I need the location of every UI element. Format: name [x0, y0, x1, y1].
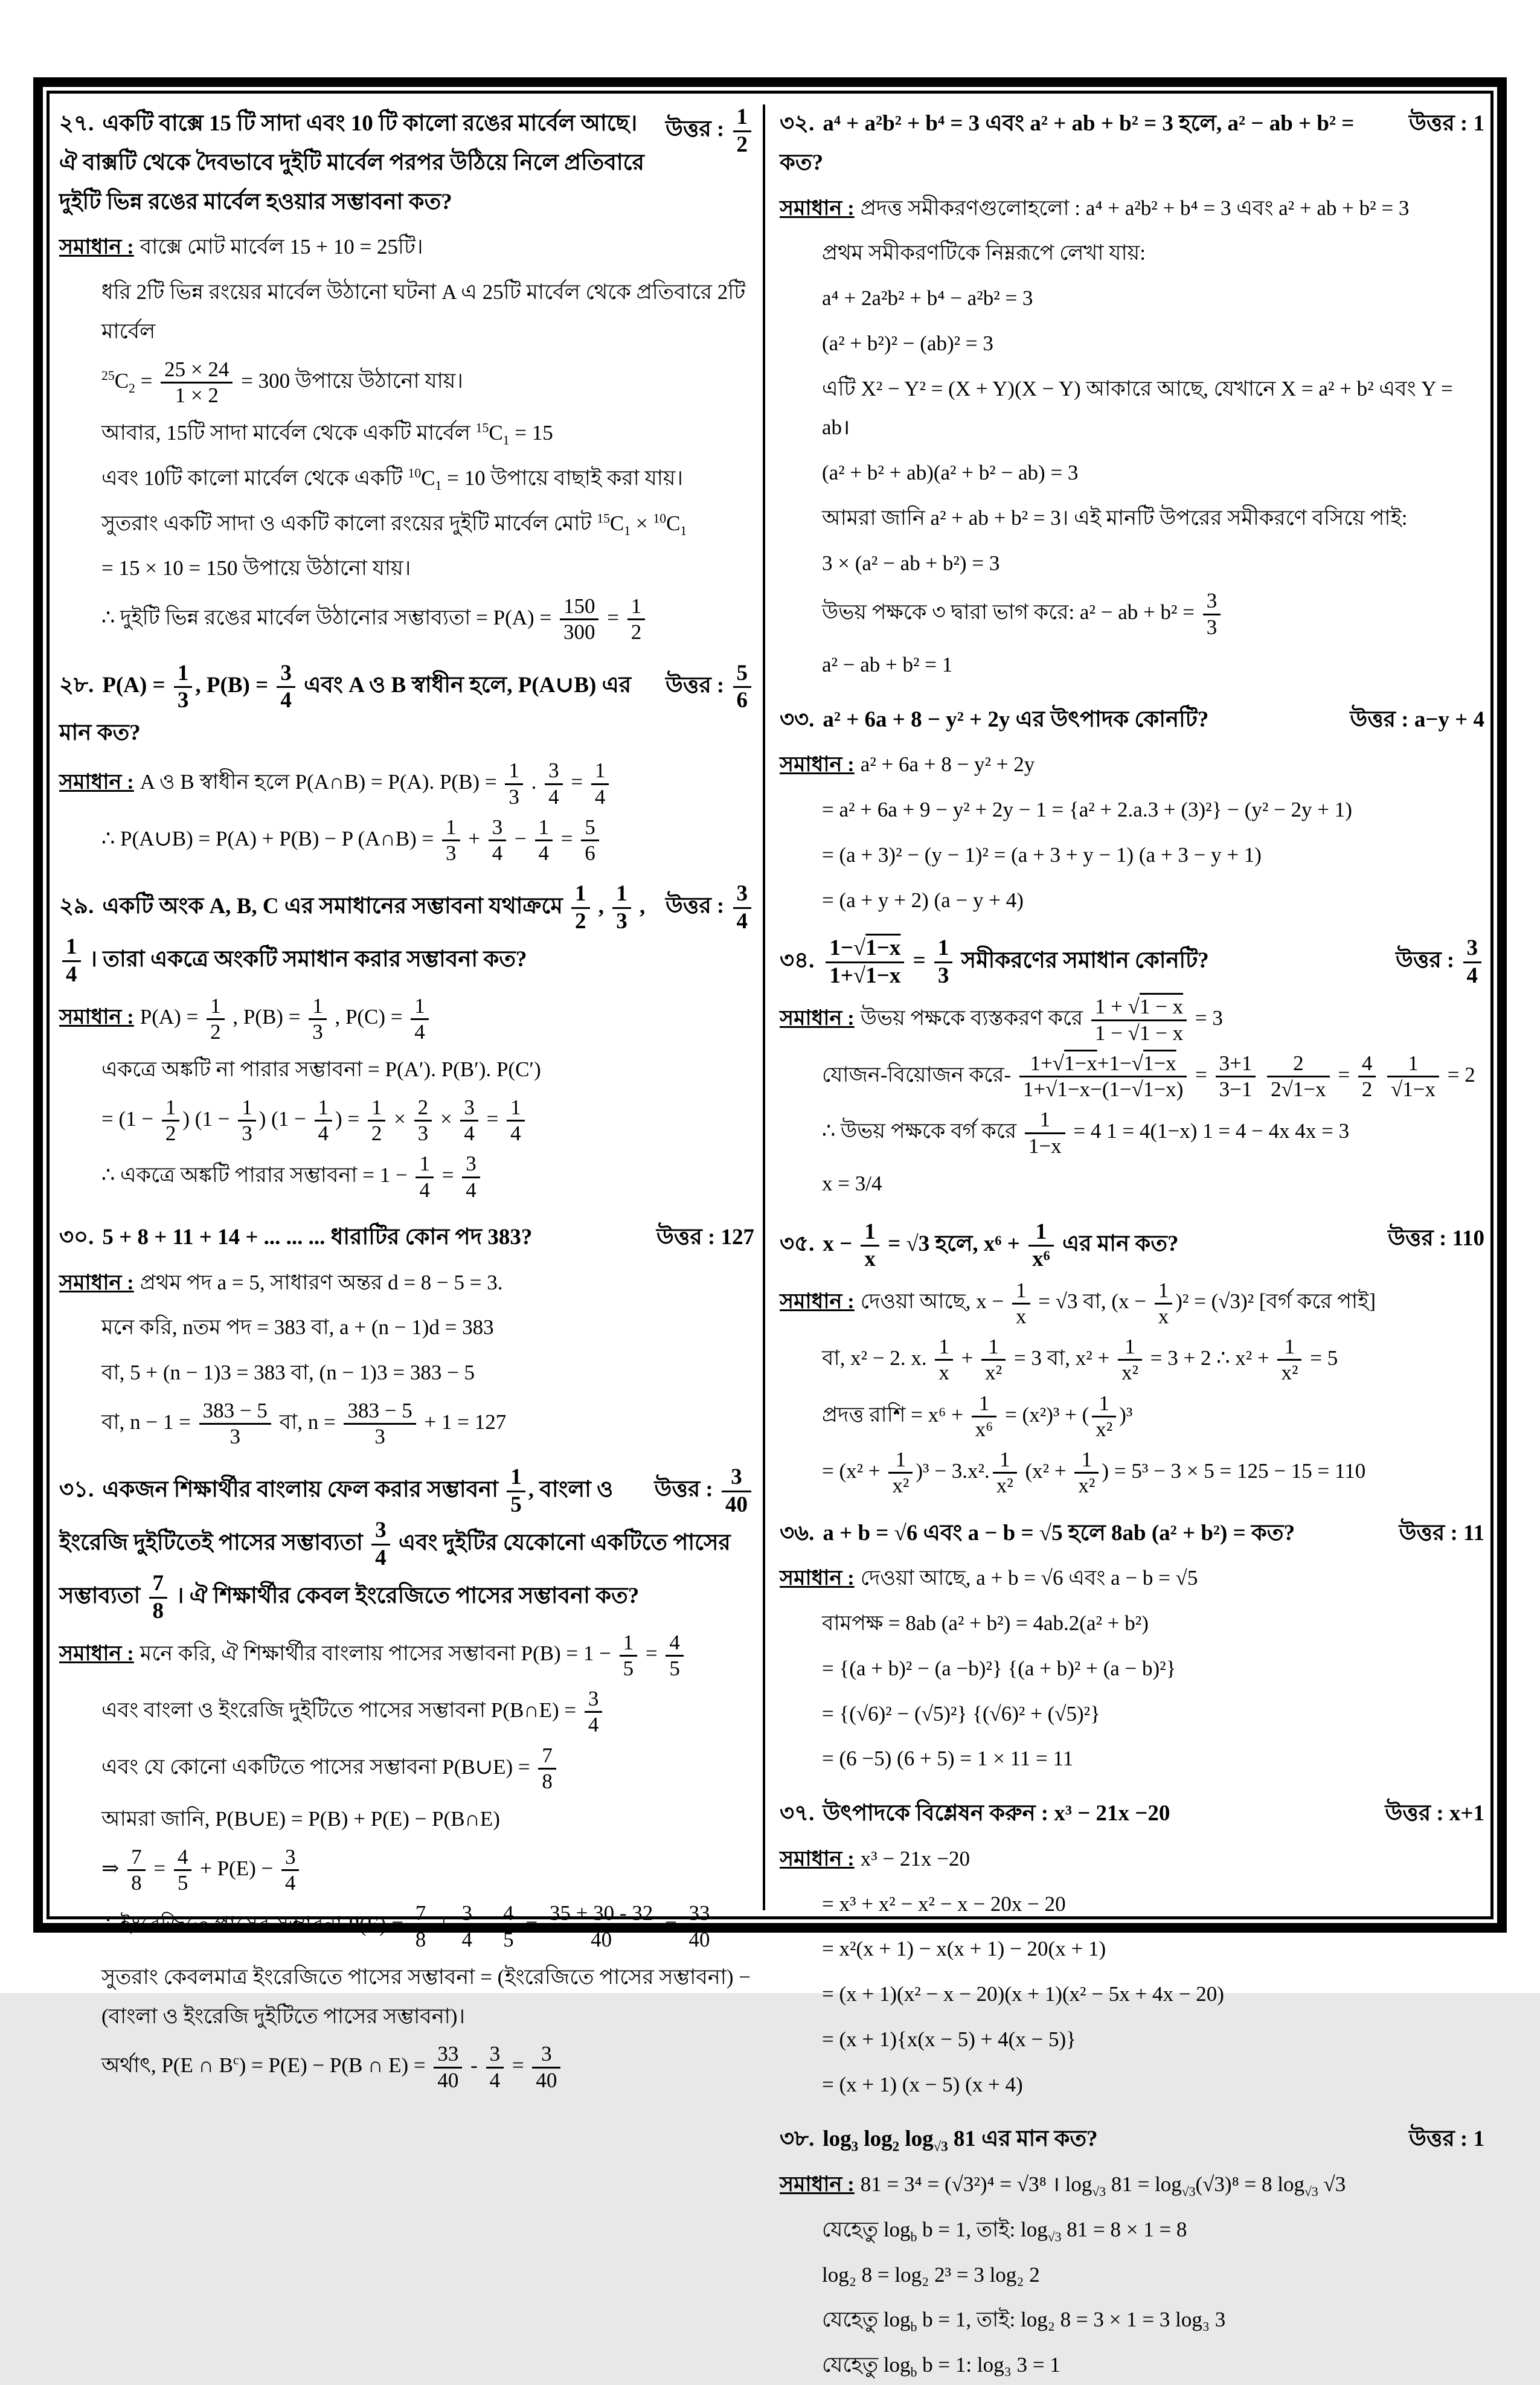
- solution-line: = (a + 3)² − (y − 1)² = (a + 3 + y − 1) (a + 3 − y + 1): [822, 843, 1262, 867]
- solution-line: = a² + 6a + 9 − y² + 2y − 1 = {a² + 2.a.3 + (3)²} − (y² − 2y + 1): [822, 798, 1352, 821]
- question-text: a² + 6a + 8 − y² + 2y এর উৎপাদক কোনটি?: [823, 707, 1209, 732]
- solution-line: = 15 × 10 = 150 উপায়ে উঠানো যায়।: [101, 556, 411, 580]
- solution-line: $^{25}C_2$ = $\frac{25 \times 24}{1 \times 2}$ = 300 উপায়ে উঠানো যায়।: [101, 357, 463, 407]
- problem-৩১: [59, 1465, 754, 2093]
- solution-first-row: [59, 759, 754, 809]
- solution-line: বামপক্ষ = 8ab (a² + b²) = 4ab.2(a² + b²): [822, 1611, 1149, 1635]
- solution-first-row: [59, 994, 754, 1045]
- solution-line: প্রথম সমীকরণটিকে নিম্নরূপে লেখা যায়:: [822, 241, 1146, 265]
- answer-text: উত্তর : $\frac{1}{2}$: [666, 104, 754, 158]
- question-row: [780, 1794, 1484, 1834]
- question-text: একটি বাক্সে 15 টি সাদা এবং 10 টি কালো রঙের মার্বেল আছে। ঐ বাক্সটি থেকে দৈবভাবে দুইটি মার্বেল পরপর উঠিয়ে নিলে প্রতিবারে দুইটি ভিন্ন রঙের মার্বেল হওয়ার সম্ভাবনা কত?: [59, 111, 644, 214]
- solution-line: = (1 − $\frac{1}{2}$ ) (1 − $\frac{1}{3}$ ) (1 − $\frac{1}{4}$ ) = $\frac{1}{2}$ × $\frac{2}{3}$ × $\frac{3}{4}$ = $\frac{1}{4}$: [101, 1096, 754, 1146]
- solution-line: a⁴ + 2a²b² + b⁴ − a²b² = 3: [822, 286, 1033, 310]
- question-text: a⁴ + a²b² + b⁴ = 3 এবং a² + ab + b² = 3 হলে, a² − ab + b² = কত?: [780, 111, 1355, 175]
- right-column: [763, 104, 1484, 2380]
- solution-line: উভয় পক্ষকে ব্যস্তকরণ করে $\frac{1 + √1 - x}{1 - √1 - x}$ = 3: [860, 995, 1223, 1045]
- solution-line: প্রদত্ত সমীকরণগুলোহলো : a⁴ + a²b² + b⁴ = 3 এবং a² + ab + b² = 3: [860, 196, 1410, 220]
- solution-label: সমাধান :: [59, 1270, 134, 1294]
- solution-line: = {(a + b)² − (a −b)²} {(a + b)² + (a − b)²}: [822, 1656, 1176, 1680]
- problem-number: ২৭.: [59, 111, 94, 136]
- solution-line: বা, 5 + (n − 1)3 = 383 বা, (n − 1)3 = 383 − 5: [101, 1361, 475, 1385]
- solution-line: log₂ 8 = log₂ 2³ = 3 log₂ 2: [822, 2262, 1040, 2287]
- question-row: [780, 1219, 1484, 1273]
- question-row: [59, 104, 754, 222]
- solution-first-row: [59, 228, 754, 267]
- solution-label: সমাধান :: [780, 196, 855, 220]
- problem-২৮: [59, 661, 754, 866]
- solution-line: a² − ab + b² = 1: [822, 652, 953, 676]
- solution-line: P(A) = $\frac{1}{2}$ , P(B) = $\frac{1}{3}$ , P(C) = $\frac{1}{4}$: [140, 1005, 432, 1029]
- solution-line: = (x² + $\frac{1}{\text{x²}}$ )³ − 3.x². $\frac{1}{\text{x²}}$ (x² + $\frac{1}{\text{x²}}$ ) = 5³ − 3 × 5 = 125 − 15 = 110: [822, 1448, 1366, 1498]
- solution-line: বা, n − 1 = $\frac{383 - 5}{3}$ বা, n = $\frac{383 - 5}{3}$ + 1 = 127: [101, 1398, 507, 1449]
- answer-text: উত্তর : 1: [1409, 111, 1484, 136]
- question-text: a + b = √6 এবং a − b = √5 হলে 8ab (a² + b²) = কত?: [823, 1520, 1295, 1546]
- question-text: একটি অংক A, B, C এর সমাধানের সম্ভাবনা যথাক্রমে $\frac{1}{2}$ , $\frac{1}{3}$ , $\frac{1}{4}$ । তারা একত্রে অংকটি সমাধান করার সম্ভাবনা কত?: [59, 894, 645, 972]
- solution-line: উভয় পক্ষকে ৩ দ্বারা ভাগ করে: a² − ab + b² = $\frac{3}{3}$: [822, 589, 1484, 640]
- question-row: [780, 104, 1484, 183]
- solution-line: মনে করি, ঐ শিক্ষার্থীর বাংলায় পাসের সম্ভাবনা P(B) = 1 − $\frac{1}{5}$ = $\frac{4}{5}$: [140, 1642, 687, 1665]
- solution-label: সমাধান :: [59, 1642, 134, 1666]
- question-row: [780, 701, 1484, 740]
- solution-line: যোজন-বিয়োজন করে- $\frac{1+√1-x+1-√1-x}{1+√1-x-(1-√1-x)}$ = $\frac{3+1}{3-1}$ $\frac{2}{2√1-x}$ = $\frac{4}{2}$ $\frac{1}{√1-x}$ = 2: [822, 1051, 1475, 1102]
- answer-text: উত্তর : $\frac{3}{40}$: [655, 1465, 754, 1518]
- question-text: P(A) = $\frac{1}{3}$ , P(B) = $\frac{3}{4}$ এবং A ও B স্বাধীন হলে, P(A∪B) এর মান কত?: [59, 660, 632, 745]
- problem-number: ৩৬.: [780, 1520, 815, 1546]
- page-border-inner: [47, 91, 1493, 2380]
- solution-label: সমাধান :: [780, 2172, 855, 2197]
- problem-number: ৩০.: [59, 1224, 94, 1250]
- solution-first-row: [780, 1840, 1484, 1879]
- solution-first-row: [780, 745, 1484, 785]
- solution-line: একত্রে অঙ্কটি না পারার সম্ভাবনা = P(A′). P(B′). P(C′): [101, 1058, 541, 1082]
- problem-number: ৩১.: [59, 1477, 94, 1502]
- solution-line: আমরা জানি a² + ab + b² = 3। এই মানটি উপরের সমীকরণে বসিয়ে পাই:: [822, 506, 1408, 530]
- question-text: $\frac{1-√1-x}{1+√1-x}$ = $\frac{1}{3}$ সমীকরণের সমাধান কোনটি?: [823, 948, 1208, 973]
- solution-line: 3 × (a² − ab + b²) = 3: [822, 551, 1000, 575]
- solution-line: দেওয়া আছে, x − $\frac{1}{x}$ = √3 বা, (x − $\frac{1}{x}$ )² = (√3)² [বর্গ করে পাই]: [860, 1278, 1376, 1328]
- problem-২৯: [59, 881, 754, 1202]
- answer-text: উত্তর : x+1: [1385, 1801, 1484, 1826]
- question-row: [780, 936, 1484, 989]
- solution-first-row: [780, 189, 1484, 228]
- solution-line: সুতরাং কেবলমাত্র ইংরেজিতে পাসের সম্ভাবনা = (ইংরেজিতে পাসের সম্ভাবনা) − (বাংলা ও ইংরেজি দুইটিতে পাসের সম্ভাবনা)।: [101, 1965, 751, 2028]
- solution-line: এবং বাংলা ও ইংরেজি দুইটিতে পাসের সম্ভাবনা P(B∩E) = $\frac{3}{4}$: [101, 1687, 754, 1738]
- solution-line: বাক্সে মোট মার্বেল 15 + 10 = 25টি।: [140, 235, 423, 259]
- page-border-frame: [33, 77, 1507, 2380]
- solution-label: সমাধান :: [780, 1566, 855, 1590]
- solution-line: দেওয়া আছে, a + b = √6 এবং a − b = √5: [860, 1566, 1198, 1590]
- solution-line: যেহেতু $\log_b b = 1$: log₃ 3 = 1: [822, 2353, 1060, 2380]
- solution-line: 81 = 3⁴ = (√3²)⁴ = √3⁸ । $\log_{√3} 81 = \log_{√3}(√3)^8 = 8$ $\log_{√3} √3$: [860, 2172, 1346, 2200]
- solution-first-row: [780, 995, 1484, 1045]
- solution-line: = (6 −5) (6 + 5) = 1 × 11 = 11: [822, 1747, 1074, 1771]
- solution-line: (a² + b²)² − (ab)² = 3: [822, 331, 993, 355]
- solution-line: সুতরাং একটি সাদা ও একটি কালো রংয়ের দুইটি মার্বেল মোট $^{15}C_1 \times ^{10}C_1$: [101, 510, 687, 538]
- answer-text: উত্তর : $\frac{5}{6}$: [666, 661, 754, 714]
- solution-first-row: [780, 2165, 1484, 2204]
- question-row: [780, 2120, 1484, 2159]
- solution-label: সমাধান :: [780, 753, 855, 777]
- solution-line: = (x + 1){x(x − 5) + 4(x − 5)}: [822, 2027, 1076, 2051]
- problem-number: ৩২.: [780, 111, 815, 136]
- solution-line: a² + 6a + 8 − y² + 2y: [860, 753, 1035, 777]
- problem-number: ৩৫.: [780, 1231, 815, 1257]
- solution-first-row: [780, 1279, 1484, 1329]
- solution-line: ধরি 2টি ভিন্ন রংয়ের মার্বেল উঠানো ঘটনা A এ 25টি মার্বেল থেকে প্রতিবারে 2টি মার্বেল: [101, 280, 746, 343]
- solution-line: এবং যে কোনো একটিতে পাসের সম্ভাবনা P(B∪E) = $\frac{7}{8}$: [101, 1744, 754, 1794]
- solution-line: প্রদত্ত রাশি = x⁶ + $\frac{1}{\text{x⁶}}$ = (x²)³ + ( $\frac{1}{\text{x²}}$ )³: [822, 1391, 1133, 1441]
- problem-number: ৩৪.: [780, 948, 815, 973]
- solution-line: = (x + 1) (x − 5) (x + 4): [822, 2072, 1023, 2096]
- problem-number: ২৯.: [59, 893, 94, 919]
- solution-line: এটি X² − Y² = (X + Y)(X − Y) আকারে আছে, যেখানে X = a² + b² এবং Y = ab।: [822, 376, 1453, 440]
- solution-line: ∴ একত্রে অঙ্কটি পারার সম্ভাবনা = 1 − $\frac{1}{4}$ = $\frac{3}{4}$: [101, 1152, 754, 1202]
- problem-৩৭: [780, 1794, 1484, 2104]
- question-text: 5 + 8 + 11 + 14 + ... ... ... ধারাটির কোন পদ 383?: [102, 1224, 533, 1250]
- question-text: উৎপাদকে বিশ্লেষন করুন : x³ − 21x −20: [823, 1801, 1170, 1826]
- solution-label: সমাধান :: [59, 770, 134, 794]
- problem-৩০: [59, 1218, 754, 1449]
- question-text: একজন শিক্ষার্থীর বাংলায় ফেল করার সম্ভাবনা $\frac{1}{5}$ , বাংলা ও ইংরেজি দুইটিতেই পাসের সম্ভাব্যতা $\frac{3}{4}$ এবং দুইটির যেকোনো একটিতে পাসের সম্ভাব্যতা $\frac{7}{8}$ । ঐ শিক্ষার্থীর কেবল ইংরেজিতে পাসের সম্ভাবনা কত?: [59, 1465, 731, 1624]
- answer-text: উত্তর : 127: [656, 1224, 754, 1250]
- question-row: [59, 881, 754, 987]
- solution-line: = x²(x + 1) − x(x + 1) − 20(x + 1): [822, 1937, 1106, 1961]
- solution-line: = (a + y + 2) (a − y + 4): [822, 888, 1024, 912]
- answer-text: উত্তর : 1: [1409, 2127, 1484, 2152]
- solution-line: ∴ উভয় পক্ষকে বর্গ করে $\frac{1}{1-x}$ = 4 1 = 4(1−x) 1 = 4 − 4x 4x = 3: [822, 1108, 1350, 1158]
- problem-৩৮: [780, 2120, 1484, 2385]
- solution-line: মনে করি, nতম পদ = 383 বা, a + (n − 1)d = 383: [101, 1315, 494, 1340]
- solution-line: ⇒ $\frac{7}{8}$ = $\frac{4}{5}$ + P(E) − $\frac{3}{4}$: [101, 1845, 754, 1896]
- left-column: [59, 104, 763, 2092]
- solution-line: x³ − 21x −20: [860, 1846, 971, 1870]
- answer-text: উত্তর : 11: [1399, 1520, 1484, 1546]
- solution-label: সমাধান :: [780, 1006, 855, 1030]
- solution-line: প্রথম পদ a = 5, সাধারণ অন্তর d = 8 − 5 = 3.: [140, 1270, 503, 1294]
- solution-line: ∴ দুইটি ভিন্ন রঙের মার্বেল উঠানোর সম্ভাব্যতা = P(A) = $\frac{150}{300}$ = $\frac{1}{2}$: [101, 594, 754, 645]
- solution-line: (a² + b² + ab)(a² + b² − ab) = 3: [822, 461, 1079, 484]
- problem-৩২: [780, 104, 1484, 685]
- solution-line: A ও B স্বাধীন হলে P(A∩B) = P(A). P(B) = $\frac{1}{3}$ . $\frac{3}{4}$ = $\frac{1}{4}$: [140, 770, 612, 794]
- problem-number: ৩৩.: [780, 707, 815, 732]
- solution-line: বা, x² − 2. x. $\frac{1}{x}$ + $\frac{1}{\text{x²}}$ = 3 বা, x² + $\frac{1}{\text{x²}}$ = 3 + 2 ∴ x² + $\frac{1}{\text{x²}}$ = 5: [822, 1335, 1338, 1385]
- problem-৩৪: [780, 936, 1484, 1203]
- solution-first-row: [780, 1559, 1484, 1598]
- problem-number: ২৮.: [59, 673, 94, 698]
- problem-৩৬: [780, 1514, 1484, 1779]
- question-text: $\log_3 \log_2 \log_{√3} 81$ এর মান কত?: [823, 2127, 1098, 2154]
- question-text: x − $\frac{1}{x}$ = √3 হলে, x⁶ + $\frac{1}{\text{x⁶}}$ এর মান কত?: [823, 1219, 1179, 1272]
- solution-line: আবার, 15টি সাদা মার্বেল থেকে একটি মার্বেল $^{15}C_1 = 15$: [101, 420, 553, 448]
- solution-first-row: [59, 1263, 754, 1303]
- problem-number: ৩৭.: [780, 1801, 815, 1826]
- answer-text: উত্তর : $\frac{3}{4}$: [1396, 936, 1484, 989]
- answer-text: উত্তর : $\frac{3}{4}$: [666, 881, 754, 934]
- solution-line: যেহেতু $\log_b b = 1$, তাই: $\log_{√3} 81 = 8 \times 1 = 8$: [822, 2217, 1187, 2244]
- problem-৩৩: [780, 701, 1484, 920]
- solution-label: সমাধান :: [59, 235, 134, 259]
- solution-label: সমাধান :: [780, 1289, 855, 1314]
- question-row: [59, 1218, 754, 1257]
- solution-line: = (x + 1)(x² − x − 20)(x + 1)(x² − 5x + 4x − 20): [822, 1982, 1224, 2006]
- problem-৩৫: [780, 1219, 1484, 1498]
- question-row: [59, 661, 754, 753]
- solution-line: এবং 10টি কালো মার্বেল থেকে একটি $^{10}C_1 = 10$ উপায়ে বাছাই করা যায়।: [101, 466, 684, 493]
- solution-line: = x³ + x² − x² − x − 20x − 20: [822, 1892, 1066, 1916]
- problem-২৭: [59, 104, 754, 645]
- solution-line: আমরা জানি, P(B∪E) = P(B) + P(E) − P(B∩E): [101, 1807, 500, 1831]
- solution-line: যেহেতু $\log_b b = 1$, তাই: log₂ 8 = 3 × 1 = 3 log₃ 3: [822, 2308, 1226, 2335]
- solution-line: = {(√6)² − (√5)²} {(√6)² + (√5)²}: [822, 1701, 1100, 1725]
- question-row: [780, 1514, 1484, 1553]
- solution-line: অর্থাৎ, P(E ∩ $B^c) = P(E) - P(B$ ∩ E) = $\frac{33}{40}$ - $\frac{3}{4}$ = $\frac{3}{40}$: [101, 2042, 754, 2093]
- question-row: [59, 1465, 754, 1624]
- solution-label: সমাধান :: [59, 1005, 134, 1029]
- answer-text: উত্তর : a−y + 4: [1350, 707, 1484, 732]
- solution-first-row: [59, 1631, 754, 1681]
- solution-line: x = 3/4: [822, 1171, 882, 1195]
- answer-text: উত্তর : 110: [1388, 1225, 1484, 1251]
- problem-number: ৩৮.: [780, 2127, 815, 2152]
- solution-line: ∴ ইংরেজিতে পাসের সম্ভাবনা P(E) = $\frac{7}{8}$ + $\frac{3}{4}$ - $\frac{4}{5}$ = $\frac{35 + 30 - 32}{40}$ = $\frac{33}{40}$: [101, 1901, 754, 1952]
- solution-line: ∴ P(A∪B) = P(A) + P(B) − P (A∩B) = $\frac{1}{3}$ + $\frac{3}{4}$ − $\frac{1}{4}$ = $\frac{5}{6}$: [101, 815, 754, 866]
- solution-label: সমাধান :: [780, 1846, 855, 1870]
